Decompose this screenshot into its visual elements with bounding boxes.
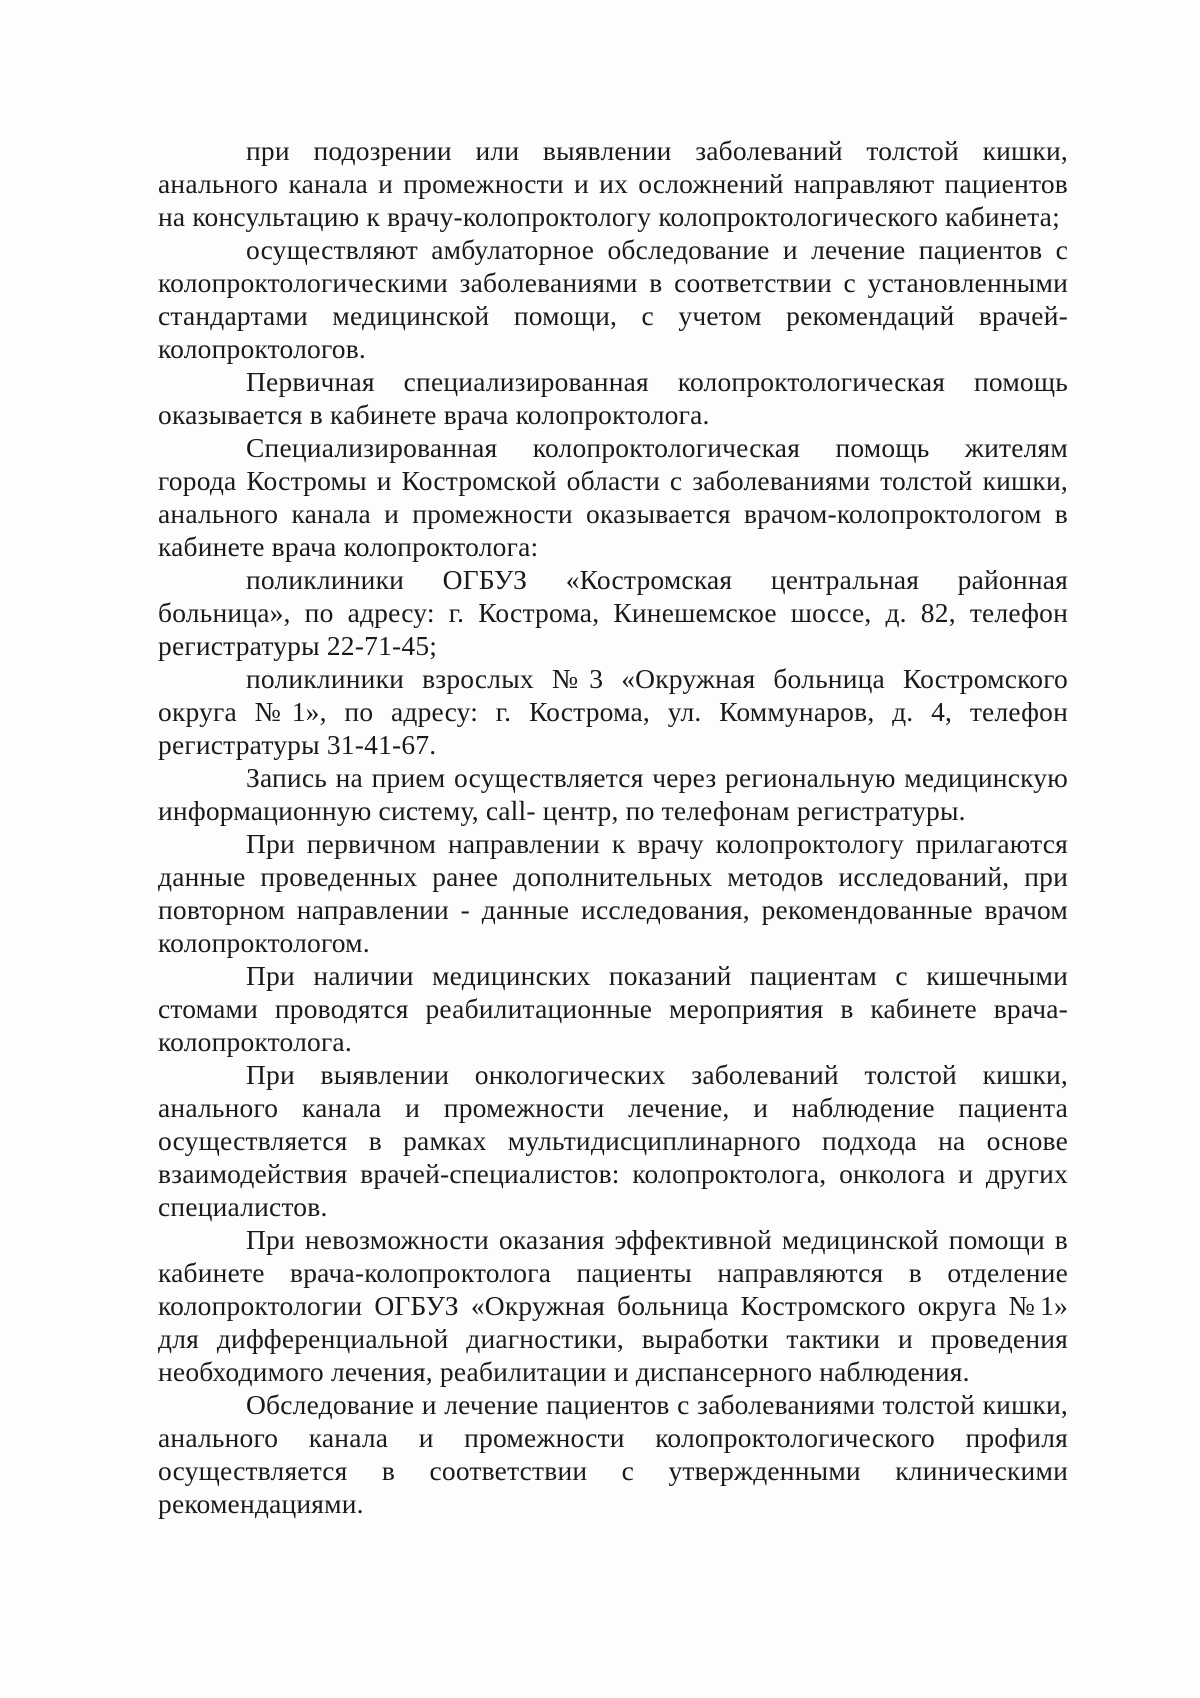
paragraph-5: поликлиники ОГБУЗ «Костромская центральная районная больница», по адресу: г. Кострома, Кинешемское шоссе, д. 82, телефон регистратуры 22-71-45; [158, 564, 1068, 661]
paragraph-10: При выявлении онкологических заболеваний толстой кишки, анального канала и промежности лечение, и наблюдение пациента осуществляется в рамках мультидисциплинарного подхода на основе взаимодействия врачей-специалистов: колопроктолога, онколога и других специалистов. [158, 1059, 1068, 1222]
document-body [158, 134, 1068, 1520]
paragraph-7: Запись на прием осуществляется через региональную медицинскую информационную систему, call- центр, по телефонам регистратуры. [158, 762, 1068, 826]
paragraph-12: Обследование и лечение пациентов с заболеваниями толстой кишки, анального канала и промежности колопроктологического профиля осуществляется в соответствии с утвержденными клиническими рекомендациями. [158, 1389, 1068, 1519]
paragraph-4: Специализированная колопроктологическая помощь жителям города Костромы и Костромской области с заболеваниями толстой кишки, анального канала и промежности оказывается врачом-колопроктологом в кабинете врача колопроктолога: [158, 432, 1068, 562]
paragraph-9: При наличии медицинских показаний пациентам с кишечными стомами проводятся реабилитационные мероприятия в кабинете врача-колопроктолога. [158, 960, 1068, 1057]
paragraph-8: При первичном направлении к врачу колопроктологу прилагаются данные проведенных ранее дополнительных методов исследований, при повторном направлении - данные исследования, рекомендованные врачом колопроктологом. [158, 828, 1068, 958]
paragraph-3: Первичная специализированная колопроктологическая помощь оказывается в кабинете врача колопроктолога. [158, 366, 1068, 430]
paragraph-11: При невозможности оказания эффективной медицинской помощи в кабинете врача-колопроктолога пациенты направляются в отделение колопроктологии ОГБУЗ «Окружная больница Костромского округа №1» для дифференциальной диагностики, выработки тактики и проведения необходимого лечения, реабилитации и диспансерного наблюдения. [158, 1224, 1068, 1387]
paragraph-6: поликлиники взрослых №3 «Окружная больница Костромского округа №1», по адресу: г. Кострома, ул. Коммунаров, д. 4, телефон регистратуры 31-41-67. [158, 663, 1068, 760]
paragraph-1: при подозрении или выявлении заболеваний толстой кишки, анального канала и промежности и их осложнений направляют пациентов на консультацию к врачу-колопроктологу колопроктологического кабинета; [158, 135, 1068, 232]
paragraph-2: осуществляют амбулаторное обследование и лечение пациентов с колопроктологическими заболеваниями в соответствии с установленными стандартами медицинской помощи, с учетом рекомендаций врачей-колопроктологов. [158, 234, 1068, 364]
